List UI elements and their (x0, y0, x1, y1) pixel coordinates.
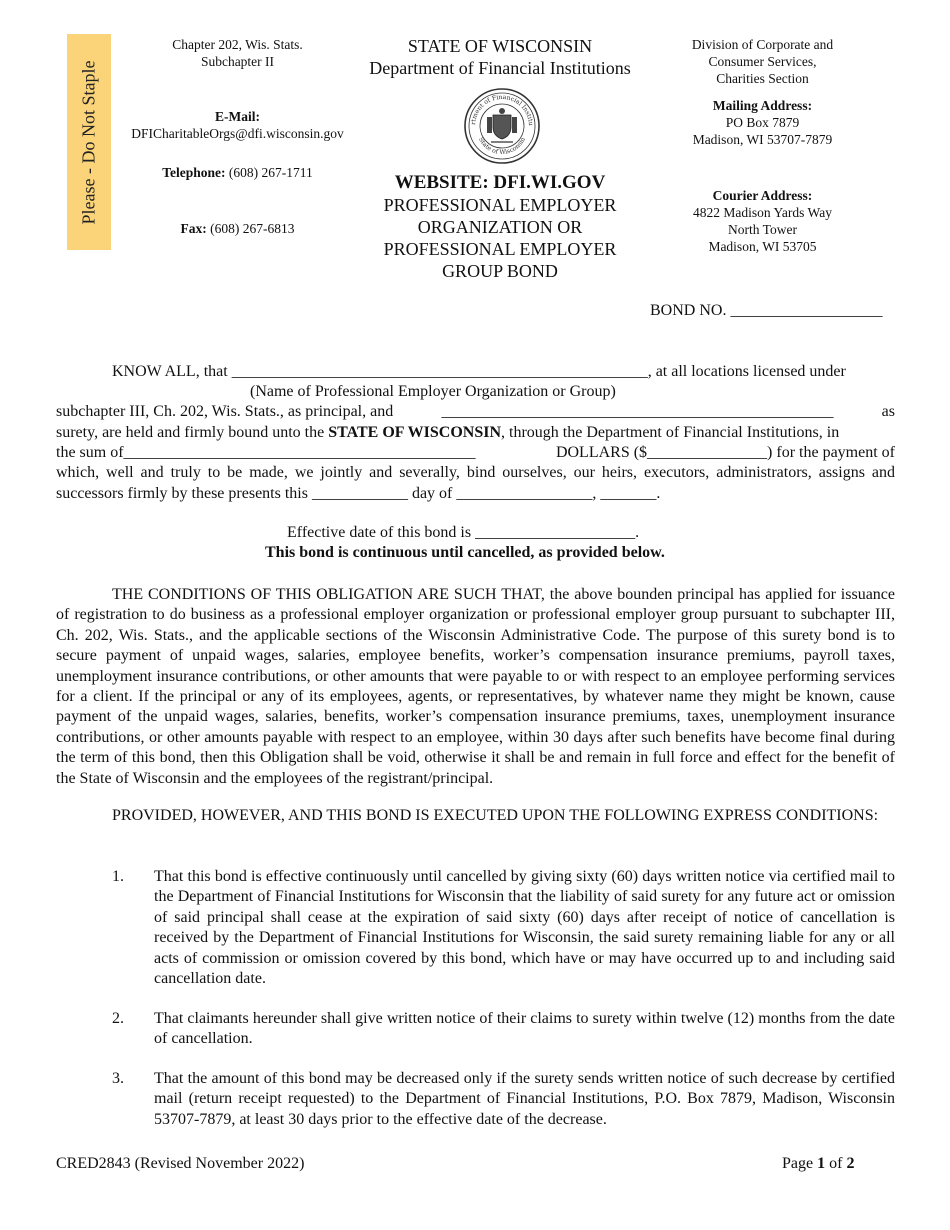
form-identifier: CRED2843 (Revised November 2022) (56, 1155, 305, 1172)
effective-date-label: Effective date of this bond is (287, 524, 472, 541)
website: WEBSITE: DFI.WI.GOV (394, 172, 606, 193)
know-all-line1-end: , at all locations licensed under (647, 363, 846, 380)
header-title-block (360, 35, 640, 79)
year-blank[interactable]: _______ (600, 485, 657, 502)
surety-name-blank[interactable]: _________________________________________________ (441, 403, 834, 420)
email-address: DFICharitableOrgs@dfi.wisconsin.gov (131, 126, 344, 141)
state-seal (463, 87, 541, 165)
telephone-label: Telephone: (162, 165, 226, 180)
division-line-3: Charities Section (716, 71, 809, 86)
bond-number-field[interactable] (650, 302, 882, 320)
courier-address-line-1: 4822 Madison Yards Way (693, 205, 832, 220)
form-title-line-3: PROFESSIONAL EMPLOYER (383, 239, 617, 259)
page-total: 2 (846, 1155, 855, 1172)
state-of-wisconsin-bold: STATE OF WISCONSIN (328, 424, 502, 441)
condition-item-3 (112, 1069, 895, 1139)
organization-name-blank[interactable]: ____________________________________________________ (231, 363, 648, 380)
period-text: . (656, 485, 661, 502)
condition-number: 1. (112, 868, 124, 885)
effective-date-blank[interactable]: ____________________ (475, 524, 636, 541)
day-of-text: day of (411, 485, 453, 502)
continuous-bond-notice: This bond is continuous until cancelled, as provided below. (265, 544, 665, 561)
conditions-of-obligation-paragraph: THE CONDITIONS OF THIS OBLIGATION ARE SUCH THAT, the above bounden principal has applied for issuance of registration to do business as a professional employer organization or professional employer group pursuant to subchapter III, Ch. 202, Wis. Stats., and the applicable sections of the Wisconsin Administrative Code. The purpose of this surety bond is to secure payment of unpaid wages, salaries, employee benefits, worker’s compensation insurance premiums, payroll taxes, unemployment insurance contributions, or other amounts that were payable to or with respect to an employee performing services for a client. If the principal or any of its employees, agents, or representatives, by whatever name they might be known, cause payment of the unpaid wages, salaries, benefits, worker’s compensation insurance premiums, taxes, unemployment insurance contributions, or other amounts payable with respect to an employee, within 30 days after such benefits have become final during the term of this bond, then this Obligation shall be void, otherwise it shall be and remain in full force and effect for the benefit of the State of Wisconsin and the employees of the registrant/principal. (56, 586, 895, 787)
telephone-number: (608) 267-1711 (228, 165, 313, 180)
know-all-line-1 (56, 362, 895, 382)
seal-top-text: rtment of Financial Institu (469, 93, 535, 127)
know-all-line-5: which, well and truly to be made, we jointly and severally, bind ourselves, our heirs, executors, administrators, assigns and (56, 464, 895, 481)
sum-of-text: the sum of (56, 444, 124, 461)
chapter-reference: Chapter 202, Wis. Stats. (172, 37, 303, 52)
fax-label: Fax: (180, 221, 207, 236)
page-label: Page (782, 1155, 814, 1172)
bond-number-blank[interactable]: ___________________ (730, 302, 883, 319)
header-address-block (645, 36, 880, 255)
division-line-1: Division of Corporate and (691, 37, 834, 52)
surety-bound-text: surety, are held and firmly bound unto the (56, 424, 325, 441)
fax-line (120, 220, 355, 237)
mailing-address-line-2: Madison, WI 53707-7879 (692, 132, 833, 147)
seal-graphic (463, 87, 541, 165)
principal-text: subchapter III, Ch. 202, Wis. Stats., as principal, and (56, 403, 394, 420)
form-title-line-2: ORGANIZATION OR (417, 217, 583, 237)
condition-text: That this bond is effective continuously until cancelled by giving sixty (60) days written notice via certified mail to the Department of Financial Institutions for Wisconsin that the liability of said surety for any future act or omission of said principal shall cease at the expiration of said sixty (60) days after receipt of notice of cancellation is received by the Department of Financial Institutions for Wisconsin, the said surety remaining liable for any or all acts of commission or omission covered by this bond, which have or may have occurred up to and including said cancellation date. (154, 868, 895, 988)
comma-text: , (592, 485, 597, 502)
day-blank[interactable]: ____________ (311, 485, 408, 502)
bond-number-label: BOND NO. (650, 302, 727, 319)
seal-bottom-text: State of Wisconsin (477, 136, 527, 157)
payment-of-text: ) for the payment of (767, 444, 895, 461)
staple-notice: Please - Do Not Staple (78, 60, 99, 224)
know-all-line-3 (56, 423, 895, 443)
month-blank[interactable]: _________________ (456, 485, 593, 502)
department-title: Department of Financial Institutions (369, 58, 631, 78)
form-title-line-1: PROFESSIONAL EMPLOYER (383, 195, 617, 215)
header-contact-block (120, 36, 355, 237)
condition-number: 2. (112, 1010, 124, 1027)
condition-number: 3. (112, 1070, 124, 1087)
mailing-address-label: Mailing Address: (712, 98, 813, 113)
dollar-words-blank[interactable]: ____________________________________________ (123, 444, 476, 461)
courier-address-line-3: Madison, WI 53705 (708, 239, 817, 254)
division-line-2: Consumer Services, (708, 54, 817, 69)
dollars-text: DOLLARS ($ (555, 444, 648, 461)
department-through-text: , through the Department of Financial Institutions, in (501, 424, 840, 441)
effective-date-period: . (635, 524, 640, 541)
courier-address-label: Courier Address: (712, 188, 813, 203)
form-title-line-4: GROUP BOND (442, 261, 558, 281)
know-all-line-4 (56, 443, 895, 463)
condition-text: That claimants hereunder shall give written notice of their claims to surety within twelve (12) months from the date of cancellation. (154, 1010, 895, 1048)
successors-text: successors firmly by these presents this (56, 485, 308, 502)
as-text: as (881, 403, 895, 420)
condition-text: That the amount of this bond may be decreased only if the surety sends written notice of such decrease by certified mail (return receipt requested) to the Department of Financial Institutions, P.O. Box 7879, Madison, Wisconsin 53707-7879, at least 30 days prior to the effective date of the decrease. (154, 1070, 895, 1128)
know-all-start: KNOW ALL, that (112, 363, 228, 380)
know-all-line-6 (56, 484, 895, 504)
know-all-line-2 (56, 402, 895, 422)
mailing-address-line-1: PO Box 7879 (725, 115, 800, 130)
telephone-line (120, 164, 355, 181)
courier-address-line-2: North Tower (728, 222, 797, 237)
fax-number: (608) 267-6813 (210, 221, 295, 236)
organization-name-caption: (Name of Professional Employer Organization or Group) (250, 383, 616, 400)
provided-however-paragraph: PROVIDED, HOWEVER, AND THIS BOND IS EXECUTED UPON THE FOLLOWING EXPRESS CONDITIONS: (112, 807, 879, 824)
email-label: E-Mail: (215, 109, 260, 124)
condition-item-2 (112, 1009, 895, 1059)
page-current: 1 (817, 1155, 826, 1172)
subchapter-reference: Subchapter II (200, 54, 275, 69)
page-indicator (782, 1155, 854, 1173)
state-title: STATE OF WISCONSIN (407, 36, 593, 56)
condition-item-1 (112, 867, 895, 997)
header-form-title (360, 172, 640, 282)
do-not-staple-banner (67, 34, 111, 250)
page-of: of (829, 1155, 843, 1172)
dollar-amount-blank[interactable]: _______________ (647, 444, 768, 461)
effective-date-line (287, 524, 639, 542)
